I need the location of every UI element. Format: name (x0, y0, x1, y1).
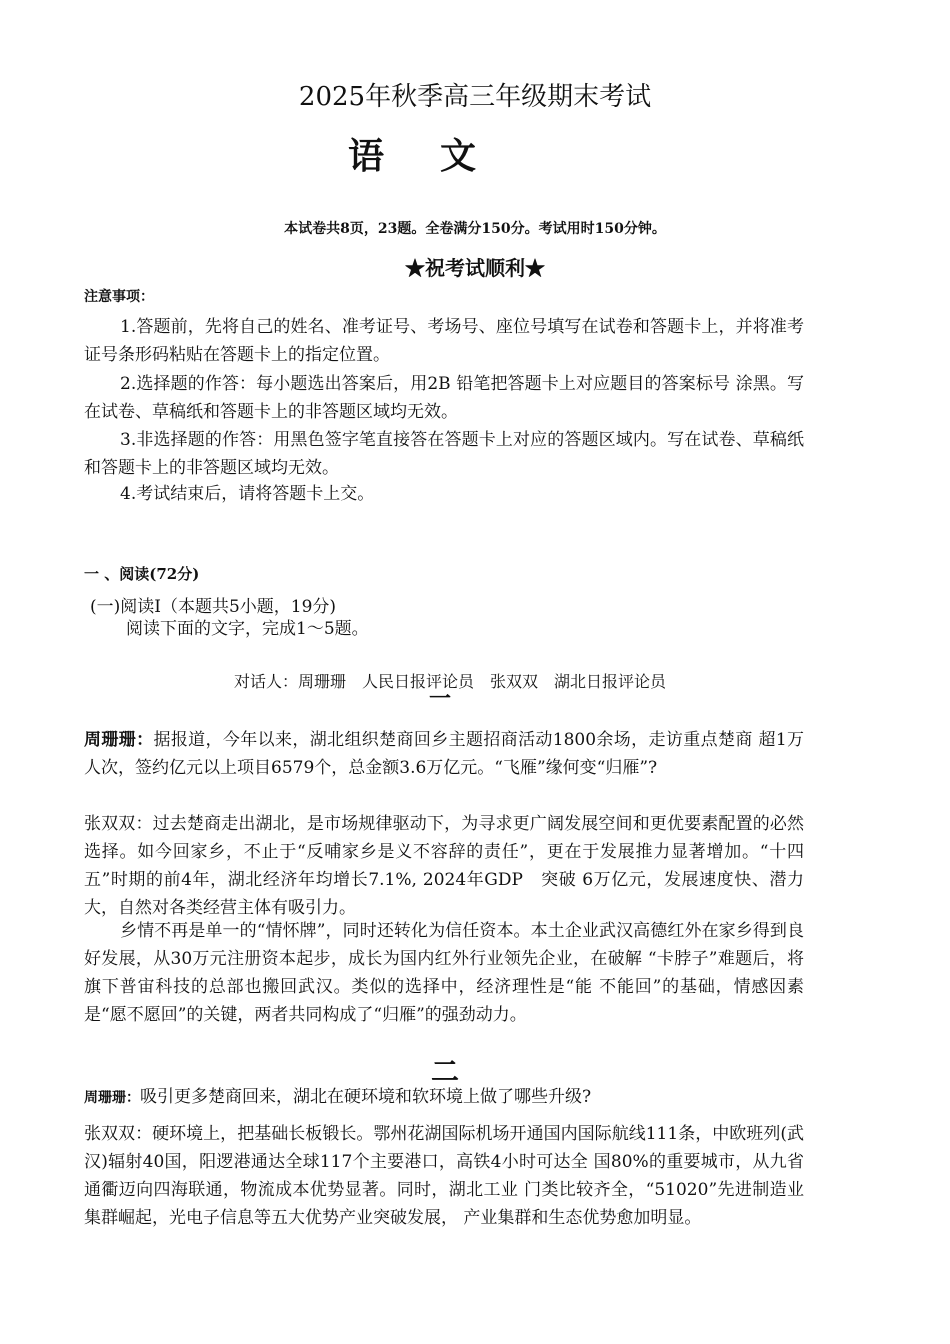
notice-item-4: 4.考试结束后，请将答题卡上交。 (120, 484, 375, 504)
speaker-label: 张双双： (84, 814, 153, 834)
subject-title: 语文 (347, 135, 532, 177)
notice-item-1: 1.答题前，先将自己的姓名、准考证号、考场号、座位号填写在试卷和答题卡上，并将准考证号条形码粘贴在答题卡上的指定位置。 (84, 317, 804, 365)
passage-paragraph-4 (84, 1083, 804, 1112)
notice-item-2: 2.选择题的作答：每小题选出答案后，用2B 铅笔把答题卡上对应题目的答案标号 涂黑。写在试卷、草稿纸和答题卡上的非答题区域均无效。 (84, 374, 804, 422)
paragraph-text: 过去楚商走出湖北，是市场规律驱动下，为寻求更广阔发展空间和更优要素配置的必然选择。如今回家乡，不止于“反哺家乡是义不容辞的责任”，更在于发展推力显著增加。“十四五”时期的前4年，湖北经济年均增长7.1%, 2024年GDP 突破 6万亿元，发展速度快、潜力大，自然对各类经营主体有吸引力。 (84, 814, 805, 918)
passage-paragraph-1 (84, 726, 804, 782)
passage-paragraph-3: 乡情不再是单一的“情怀牌”，同时还转化为信任资本。本土企业武汉高德红外在家乡得到良好发展，从30万元注册资本起步，成长为国内红外行业领先企业，在破解 “卡脖子”难题后，将旗下普宙科技的总部也搬回武汉。类似的选择中，经济理性是“能 不能回”的基础，情感因素是“愿不愿回”的关键，两者共同构成了“归雁”的强劲动力。 (84, 921, 804, 1025)
part-two-marker: 二 (430, 1055, 459, 1088)
exam-title: 2025年秋季高三年级期末考试 (298, 82, 652, 112)
notice-item-3: 3.非选择题的作答：用黑色签字笔直接答在答题卡上对应的答题区域内。写在试卷、草稿纸和答题卡上的非答题区域均无效。 (84, 430, 804, 478)
exam-info: 本试卷共8页，23题。全卷满分150分。考试用时150分钟。 (284, 221, 666, 237)
notice-heading: 注意事项： (84, 289, 154, 305)
paragraph-text: 据报道，今年以来，湖北组织楚商回乡主题招商活动1800余场，走访重点楚商 超1万人次，签约亿元以上项目6579个，总金额3.6万亿元。“飞雁”缘何变“归雁”? (84, 730, 804, 778)
speaker-label: 周珊珊： (84, 1090, 140, 1106)
dialogue-header: 对话人：周珊珊 人民日报评论员 张双双 湖北日报评论员 (233, 672, 666, 691)
part-one-marker: 一 (428, 686, 451, 712)
subsection-heading: (一)阅读Ⅰ（本题共5小题，19分) (90, 597, 337, 617)
speaker-label: 周珊珊： (84, 730, 154, 750)
speaker-label: 张双双： (84, 1124, 153, 1144)
reading-instruction: 阅读下面的文字，完成1～5题。 (126, 619, 369, 639)
passage-paragraph-5 (84, 1120, 804, 1232)
blessing: ★祝考试顺利★ (405, 256, 545, 280)
section-heading: 一 、阅读(72分) (84, 565, 200, 583)
paragraph-text: 硬环境上，把基础长板锻长。鄂州花湖国际机场开通国内国际航线111条，中欧班列(武汉)辐射40国，阳逻港通达全球117个主要港口，高铁4小时可达全 国80%的重要城市，从九省通衢迈向四海联通，物流成本优势显著。同时，湖北工业 门类比较齐全，“51020”先进制造业集群崛起，光电子信息等五大优势产业突破发展， 产业集群和生态优势愈加明显。 (84, 1124, 804, 1228)
passage-paragraph-2 (84, 810, 804, 922)
paragraph-text: 吸引更多楚商回来，湖北在硬环境和软环境上做了哪些升级? (140, 1087, 592, 1107)
